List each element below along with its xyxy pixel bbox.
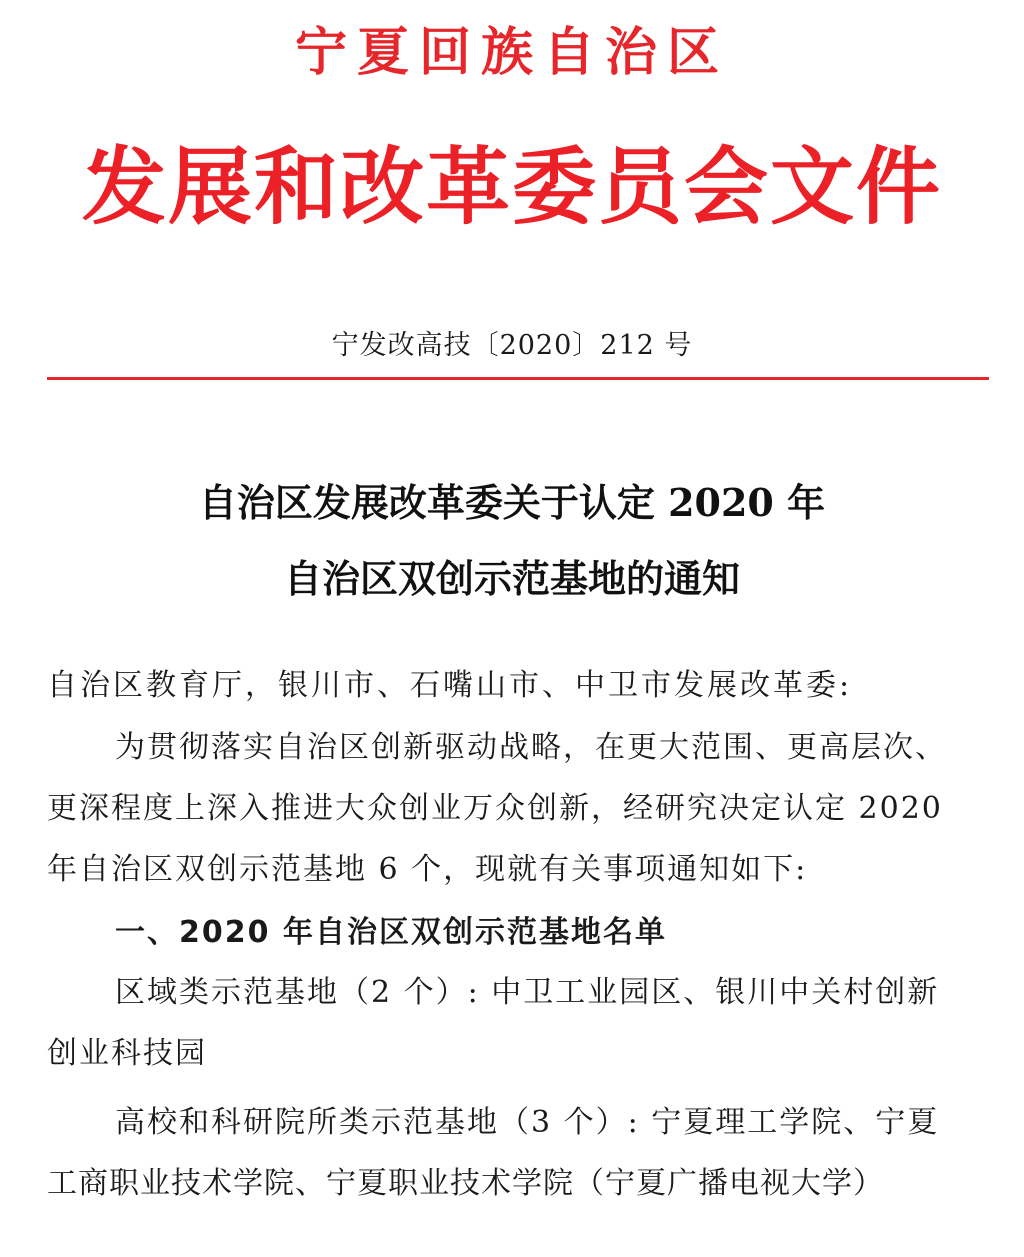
document-number: 宁发改高技〔2020〕212 号: [331, 330, 693, 361]
notice-title-line2: 自治区双创示范基地的通知: [283, 556, 740, 601]
notice-title-line1: 自治区发展改革委关于认定 2020 年: [198, 480, 826, 525]
red-separator-line: [47, 377, 989, 380]
issuing-region-header: 宁夏回族自治区: [294, 23, 729, 83]
university-bases-line2: 工商职业技术学院、宁夏职业技术学院（宁夏广播电视大学）: [47, 1166, 884, 1201]
addressee-line: 自治区教育厅，银川市、石嘴山市、中卫市发展改革委:: [47, 668, 853, 703]
regional-bases-line1: 区域类示范基地（2 个）: 中卫工业园区、银川中关村创新: [115, 975, 940, 1010]
intro-paragraph-line3: 年自治区双创示范基地 6 个，现就有关事项通知如下:: [47, 852, 808, 887]
issuing-agency-header: 发展和改革委员会文件: [81, 137, 942, 236]
university-bases-line1: 高校和科研院所类示范基地（3 个）: 宁夏理工学院、宁夏: [115, 1105, 940, 1140]
regional-bases-line2: 创业科技园: [47, 1036, 207, 1071]
intro-paragraph-line2: 更深程度上深入推进大众创业万众创新，经研究决定认定 2020: [47, 791, 943, 826]
intro-paragraph-line1: 为贯彻落实自治区创新驱动战略，在更大范围、更高层次、: [115, 730, 947, 765]
section-heading: 一、2020 年自治区双创示范基地名单: [115, 915, 667, 950]
